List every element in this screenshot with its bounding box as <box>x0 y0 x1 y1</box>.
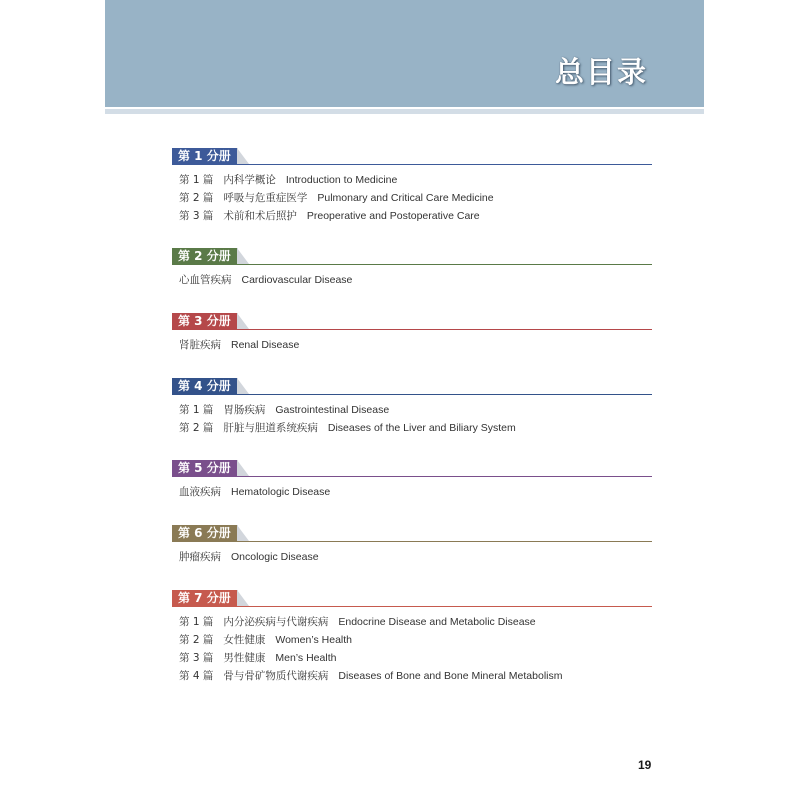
toc-entry <box>179 483 330 501</box>
chinese-title: 血液疾病 <box>179 486 221 498</box>
volume-header <box>172 460 652 478</box>
chinese-title: 肾脏疾病 <box>179 339 221 351</box>
volume-entries <box>179 171 494 225</box>
volume-rule <box>172 164 652 165</box>
chinese-title: 肝脏与胆道系统疾病 <box>223 422 318 434</box>
chinese-title: 骨与骨矿物质代谢疾病 <box>223 670 329 682</box>
volume-label: 第 1 分册 <box>172 148 237 164</box>
volume-header <box>172 148 652 166</box>
volume-rule <box>172 606 652 607</box>
volume-label: 第 2 分册 <box>172 248 237 264</box>
chinese-title: 内分泌疾病与代谢疾病 <box>223 616 329 628</box>
part-number: 第 3 篇 <box>179 652 214 664</box>
chinese-title: 女性健康 <box>223 634 266 646</box>
english-title: Oncologic Disease <box>231 551 319 563</box>
volume-section <box>172 525 652 563</box>
english-title: Diseases of the Liver and Biliary System <box>327 422 516 434</box>
part-number: 第 2 篇 <box>179 192 214 204</box>
toc-entry <box>179 649 562 667</box>
english-title: Women’s Health <box>275 634 353 646</box>
volume-entries <box>179 483 330 501</box>
volume-section <box>172 378 652 434</box>
volume-label: 第 7 分册 <box>172 590 237 606</box>
english-title: Gastrointestinal Disease <box>275 404 390 416</box>
volume-section <box>172 590 652 682</box>
part-number: 第 1 篇 <box>179 404 214 416</box>
chinese-title: 肿瘤疾病 <box>179 551 221 563</box>
chinese-title: 心血管疾病 <box>179 274 232 286</box>
english-title: Men’s Health <box>275 652 337 664</box>
header-band <box>105 0 704 107</box>
volume-section <box>172 313 652 351</box>
part-number: 第 3 篇 <box>179 210 214 222</box>
volume-header <box>172 248 652 266</box>
toc-entry <box>179 189 494 207</box>
volume-header <box>172 525 652 543</box>
chinese-title: 术前和术后照护 <box>223 210 297 222</box>
part-number: 第 2 篇 <box>179 634 214 646</box>
part-number: 第 1 篇 <box>179 174 214 186</box>
toc-entry <box>179 207 494 225</box>
volume-entries <box>179 548 319 566</box>
volume-entries <box>179 613 562 685</box>
volume-rule <box>172 329 652 330</box>
part-number: 第 2 篇 <box>179 422 214 434</box>
volume-section <box>172 248 652 286</box>
page-number: 19 <box>638 758 652 772</box>
part-number: 第 4 篇 <box>179 670 214 682</box>
english-title: Introduction to Medicine <box>285 174 398 186</box>
english-title: Hematologic Disease <box>231 486 331 498</box>
toc-entry <box>179 419 516 437</box>
chinese-title: 男性健康 <box>223 652 266 664</box>
chinese-title: 内科学概论 <box>223 174 276 186</box>
english-title: Renal Disease <box>231 339 300 351</box>
english-title: Cardiovascular Disease <box>241 274 353 286</box>
toc-entry <box>179 548 319 566</box>
part-number: 第 1 篇 <box>179 616 214 628</box>
toc-entry <box>179 271 352 289</box>
volume-header <box>172 590 652 608</box>
toc-entry <box>179 613 562 631</box>
volume-rule <box>172 541 652 542</box>
volume-header <box>172 378 652 396</box>
header-stripe <box>105 109 704 114</box>
toc-entry <box>179 336 299 354</box>
english-title: Endocrine Disease and Metabolic Disease <box>338 616 536 628</box>
volume-label: 第 5 分册 <box>172 460 237 476</box>
volume-entries <box>179 401 516 437</box>
chinese-title: 胃肠疾病 <box>223 404 266 416</box>
toc-entry <box>179 401 516 419</box>
english-title: Preoperative and Postoperative Care <box>306 210 480 222</box>
page-title: 总目录 <box>554 55 648 89</box>
toc-entry <box>179 631 562 649</box>
volume-label: 第 6 分册 <box>172 525 237 541</box>
english-title: Diseases of Bone and Bone Mineral Metabolism <box>338 670 563 682</box>
volume-label: 第 4 分册 <box>172 378 237 394</box>
volume-rule <box>172 264 652 265</box>
volume-label: 第 3 分册 <box>172 313 237 329</box>
volume-entries <box>179 336 299 354</box>
volume-entries <box>179 271 352 289</box>
volume-section <box>172 148 652 222</box>
volume-section <box>172 460 652 498</box>
volume-rule <box>172 394 652 395</box>
volume-rule <box>172 476 652 477</box>
volume-header <box>172 313 652 331</box>
english-title: Pulmonary and Critical Care Medicine <box>317 192 494 204</box>
toc-entry <box>179 171 494 189</box>
toc-entry <box>179 667 562 685</box>
chinese-title: 呼吸与危重症医学 <box>223 192 308 204</box>
